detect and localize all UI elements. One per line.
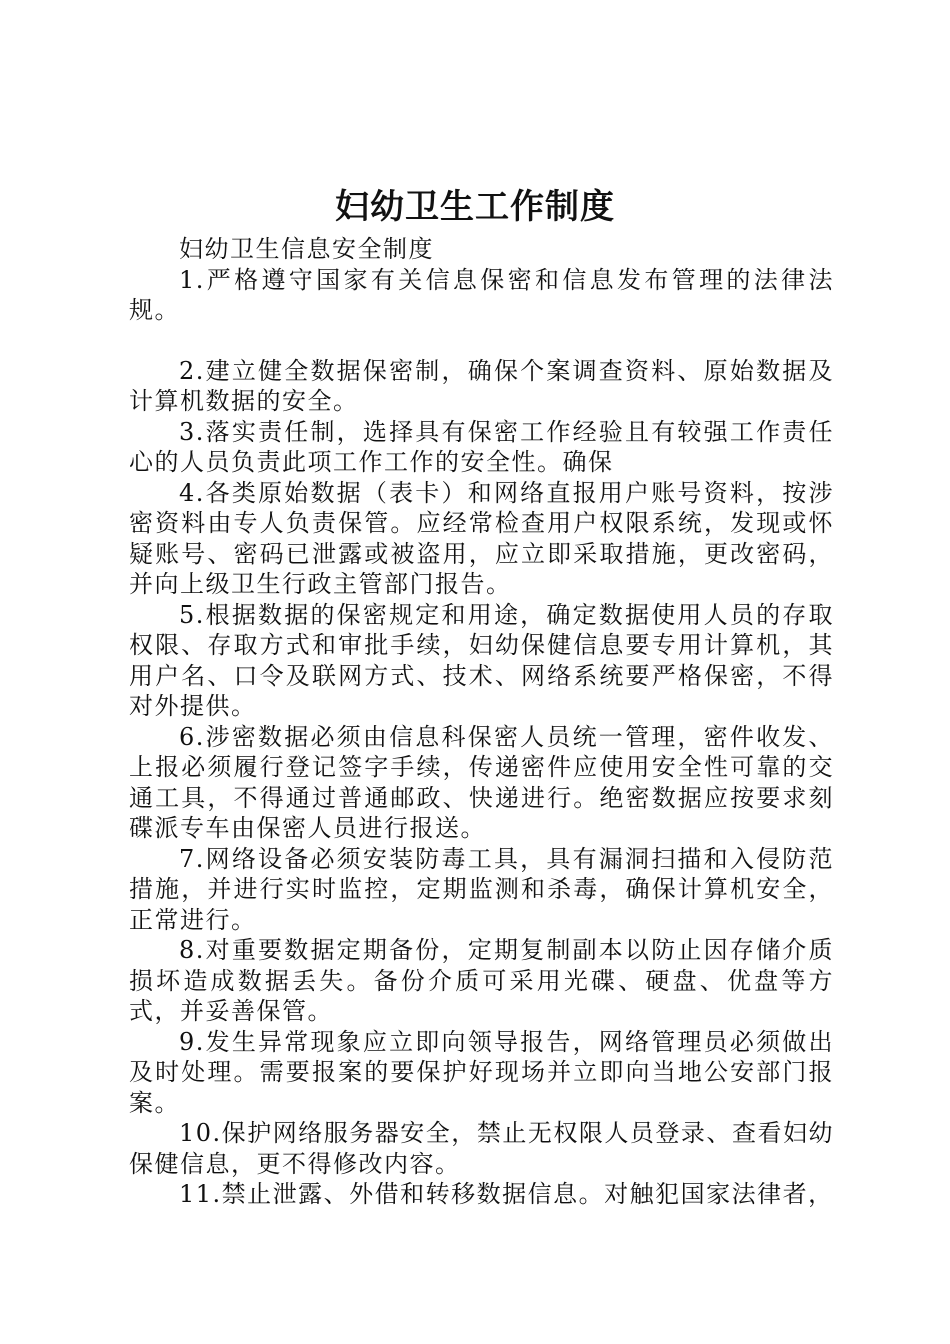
section-heading: 妇幼卫生信息安全制度: [179, 235, 434, 263]
document-title: 妇幼卫生工作制度: [335, 187, 615, 227]
paragraph-3: 3.落实责任制，选择具有保密工作经验且有较强工作责任心的人员负责此项工作工作的安全性。确保: [129, 417, 834, 476]
document-body: [129, 234, 834, 1210]
paragraph-11: 11.禁止泄露、外借和转移数据信息。对触犯国家法律者，: [179, 1180, 834, 1208]
paragraph-8: 8.对重要数据定期备份，定期复制副本以防止因存储介质损坏造成数据丢失。备份介质可采用光碟、硬盘、优盘等方式，并妥善保管。: [129, 936, 834, 1025]
paragraph-7: 7.网络设备必须安装防毒工具，具有漏洞扫描和入侵防范措施，并进行实时监控，定期监测和杀毒，确保计算机安全，正常进行。: [129, 844, 834, 934]
paragraph-9: 9.发生异常现象应立即向领导报告，网络管理员必须做出及时处理。需要报案的要保护好现场并立即向当地公安部门报案。: [129, 1027, 834, 1117]
paragraph-1: 1.严格遵守国家有关信息保密和信息发布管理的法律法规。: [129, 265, 834, 324]
paragraph-2: 2.建立健全数据保密制，确保个案调查资料、原始数据及计算机数据的安全。: [129, 356, 834, 415]
paragraph-6: 6.涉密数据必须由信息科保密人员统一管理，密件收发、上报必须履行登记签字手续，传递密件应使用安全性可靠的交通工具，不得通过普通邮政、快递进行。绝密数据应按要求刻碟派专车由保密人员进行报送。: [129, 722, 834, 842]
paragraph-5: 5.根据数据的保密规定和用途，确定数据使用人员的存取权限、存取方式和审批手续，妇幼保健信息要专用计算机，其用户名、口令及联网方式、技术、网络系统要严格保密，不得对外提供。: [129, 600, 834, 720]
paragraph-4: 4.各类原始数据（表卡）和网络直报用户账号资料，按涉密资料由专人负责保管。应经常检查用户权限系统，发现或怀疑账号、密码已泄露或被盗用，应立即采取措施，更改密码，并向上级卫生行政主管部门报告。: [129, 478, 834, 598]
paragraph-10: 10.保护网络服务器安全，禁止无权限人员登录、查看妇幼保健信息，更不得修改内容。: [129, 1119, 834, 1178]
